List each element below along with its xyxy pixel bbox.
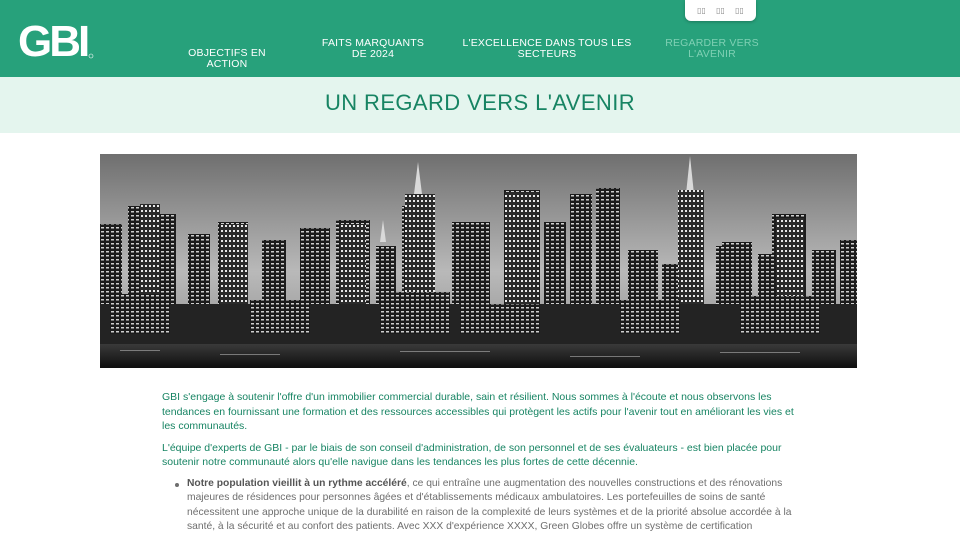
nav-item-regarder-avenir[interactable] (662, 38, 762, 60)
list-item-heading: Notre population vieillit à un rythme accéléré (187, 477, 407, 489)
nav-item-label-line2: L'AVENIR (688, 48, 736, 60)
list-item-text: , ce qui entraîne une augmentation des nouvelles constructions et des rénovations majeures de résidences pour personnes âgées et d'établissements médicaux ambulatoires. Les portefeuilles de soins de santé nécessitent une approche unique de la durabilité en raison de la complexité de leurs systèmes et de la priorité absolue accordée à la santé, à la sécurité et au confort des patients. Avec XXX d'expérience XXXX, Green Globes offre un système de certification (187, 477, 792, 532)
trend-list (162, 477, 802, 535)
nav-item-label-line2: SECTEURS (517, 48, 577, 60)
nav-item-label-line1: REGARDER VERS (665, 37, 759, 49)
city-skyline-image (100, 154, 857, 368)
grid-icon[interactable]: ▯▯ (716, 5, 725, 15)
skyline-illustration (100, 154, 857, 368)
svg-text:GBI: GBI (18, 17, 88, 62)
intro-paragraph-1: GBI s'engage à soutenir l'offre d'un immobilier commercial durable, sain et résilient. Nous sommes à l'écoute et nous observons les tendances en fournissant une formation et des ressources accessibles qui protègent les actifs pour l'avenir tout en améliorant les vies et les communautés. (162, 391, 794, 432)
nav-item-label-line1: FAITS MARQUANTS (321, 37, 425, 49)
nav-item-label-line1: L'EXCELLENCE DANS TOUS LES (462, 37, 632, 49)
nav-item-label-line2: DE 2024 (351, 48, 395, 60)
grid-icon[interactable]: ▯▯ (697, 5, 706, 15)
nav-item-excellence[interactable] (462, 38, 632, 60)
list-item (162, 477, 802, 535)
grid-icon[interactable]: ▯▯ (735, 5, 744, 15)
nav-item-label: OBJECTIFS EN ACTION (188, 47, 266, 70)
nav-item-faits-marquants[interactable] (318, 38, 428, 60)
page-title: UN REGARD VERS L'AVENIR (324, 90, 636, 115)
nav-item-objectifs[interactable] (168, 48, 286, 70)
utility-toolbar (685, 0, 756, 21)
article-content (162, 390, 802, 535)
intro-paragraph-2: L'équipe d'experts de GBI - par le biais de son conseil d'administration, de son personnel et de ses évaluateurs - est bien placée pour soutenir notre communauté alors qu'elle navigue dans les tendances les plus fortes de cette décennie. (162, 441, 782, 468)
main-nav (0, 0, 960, 77)
